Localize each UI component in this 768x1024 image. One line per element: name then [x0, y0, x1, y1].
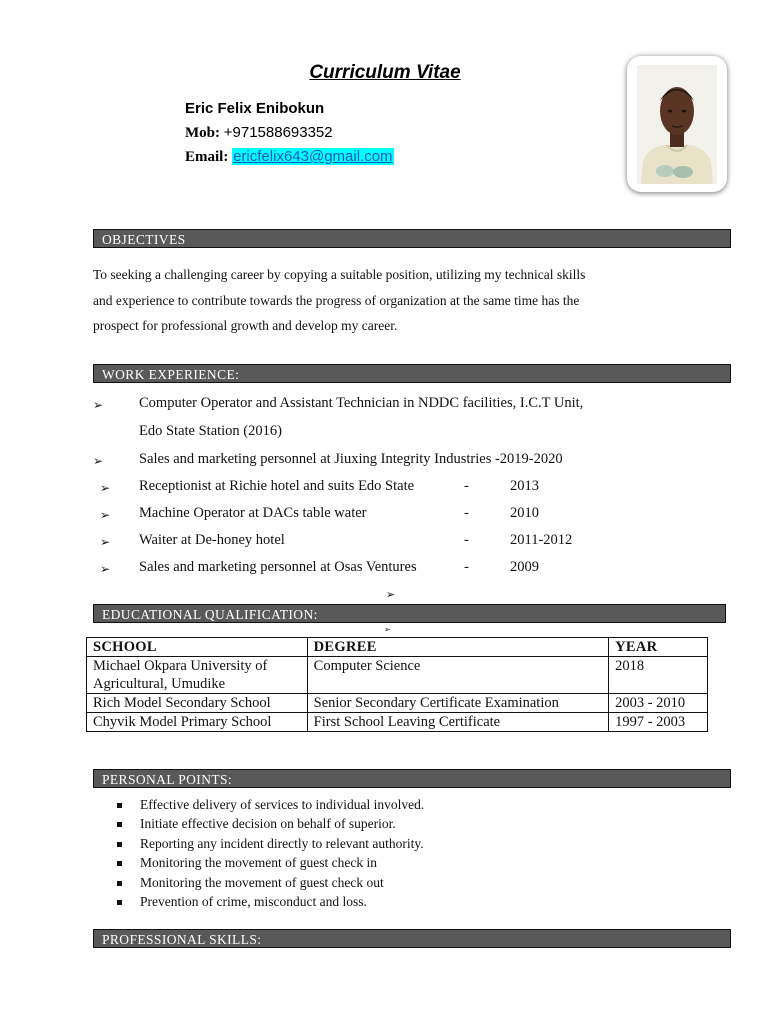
- work-item-dash: -: [464, 478, 469, 494]
- table-header-row: [87, 638, 708, 657]
- work-item-year: 2011-2012: [510, 532, 573, 548]
- point-text: Effective delivery of services to individual involved.: [140, 797, 425, 812]
- work-item-text: Machine Operator at DACs table water: [139, 505, 367, 521]
- arrow-bullet-icon: ➢: [93, 398, 104, 412]
- email-label: Email:: [185, 149, 229, 165]
- square-bullet-icon: [117, 900, 122, 905]
- school-cell: Michael Okpara University of Agricultural, Umudike: [87, 657, 308, 694]
- work-item-text: Edo State Station (2016): [139, 423, 282, 439]
- section-work-experience: WORK EXPERIENCE:: [93, 364, 731, 383]
- profile-photo: [627, 56, 727, 192]
- work-item-year: 2013: [510, 478, 539, 494]
- point-text: Monitoring the movement of guest check out: [140, 874, 384, 890]
- portrait-image: [637, 65, 717, 184]
- degree-cell: Senior Secondary Certificate Examination: [307, 694, 608, 713]
- work-item-text: Computer Operator and Assistant Technician in NDDC facilities, I.C.T Unit,: [139, 395, 584, 411]
- email-link[interactable]: ericfelix643@gmail.com: [233, 148, 393, 165]
- objective-text: [93, 262, 679, 339]
- mobile-line: [185, 124, 333, 142]
- objective-line: To seeking a challenging career by copying a suitable position, utilizing my technical skills: [93, 267, 586, 282]
- year-cell: 2003 - 2010: [609, 694, 708, 713]
- column-header-year: YEAR: [609, 638, 708, 657]
- document-title: Curriculum Vitae: [309, 62, 461, 83]
- section-education: EDUCATIONAL QUALIFICATION:: [93, 604, 726, 623]
- table-row: [87, 657, 708, 694]
- list-item: [115, 892, 424, 911]
- work-item-dash: -: [464, 505, 469, 521]
- list-item: [115, 853, 424, 872]
- work-item-text: Sales and marketing personnel at Jiuxing Integrity Industries -2019-2020: [139, 451, 563, 467]
- list-item: [115, 795, 424, 814]
- section-professional-skills: PROFESSIONAL SKILLS:: [93, 929, 731, 948]
- degree-cell: Computer Science: [307, 657, 608, 694]
- square-bullet-icon: [117, 881, 122, 886]
- table-row: [87, 694, 708, 713]
- work-item-text: Waiter at De-honey hotel: [139, 532, 285, 548]
- list-item: [115, 873, 424, 892]
- applicant-name: Eric Felix Enibokun: [185, 100, 325, 117]
- square-bullet-icon: [117, 842, 122, 847]
- year-cell: 1997 - 2003: [609, 713, 708, 732]
- mobile-label: Mob:: [185, 125, 220, 141]
- arrow-bullet-icon: ➢: [93, 454, 104, 468]
- education-table: [86, 637, 708, 732]
- point-text: Reporting any incident directly to relevant authority.: [140, 835, 424, 851]
- school-cell: Chyvik Model Primary School: [87, 713, 308, 732]
- email-line: [185, 148, 394, 166]
- objective-line: prospect for professional growth and develop my career.: [93, 318, 398, 333]
- objective-line: and experience to contribute towards the progress of organization at the same time has the: [93, 292, 580, 308]
- arrow-bullet-icon: ➢: [384, 625, 391, 634]
- mobile-number: +971588693352: [223, 124, 333, 141]
- arrow-bullet-icon: ➢: [100, 562, 111, 576]
- arrow-bullet-icon: ➢: [100, 535, 111, 549]
- list-item: [115, 834, 424, 853]
- list-item: [115, 814, 424, 833]
- work-item-year: 2009: [510, 559, 539, 575]
- point-text: Monitoring the movement of guest check in: [140, 855, 377, 871]
- arrow-bullet-icon: ➢: [386, 588, 396, 601]
- column-header-school: SCHOOL: [87, 638, 308, 657]
- year-cell: 2018: [609, 657, 708, 694]
- section-personal-points: PERSONAL POINTS:: [93, 769, 731, 788]
- work-item-dash: -: [464, 559, 469, 575]
- point-text: Prevention of crime, misconduct and loss.: [140, 893, 367, 909]
- work-item-year: 2010: [510, 505, 539, 521]
- work-item-text: Receptionist at Richie hotel and suits Edo State: [139, 478, 415, 494]
- square-bullet-icon: [117, 803, 122, 808]
- school-cell: Rich Model Secondary School: [87, 694, 308, 713]
- work-item-text: Sales and marketing personnel at Osas Ventures: [139, 559, 417, 575]
- personal-points-list: [115, 795, 424, 911]
- square-bullet-icon: [117, 861, 122, 866]
- square-bullet-icon: [117, 822, 122, 827]
- arrow-bullet-icon: ➢: [100, 481, 111, 495]
- column-header-degree: DEGREE: [307, 638, 608, 657]
- section-objectives: OBJECTIVES: [93, 229, 731, 248]
- degree-cell: First School Leaving Certificate: [307, 713, 608, 732]
- table-row: [87, 713, 708, 732]
- work-item-dash: -: [464, 532, 469, 548]
- point-text: Initiate effective decision on behalf of superior.: [140, 816, 396, 832]
- arrow-bullet-icon: ➢: [100, 508, 111, 522]
